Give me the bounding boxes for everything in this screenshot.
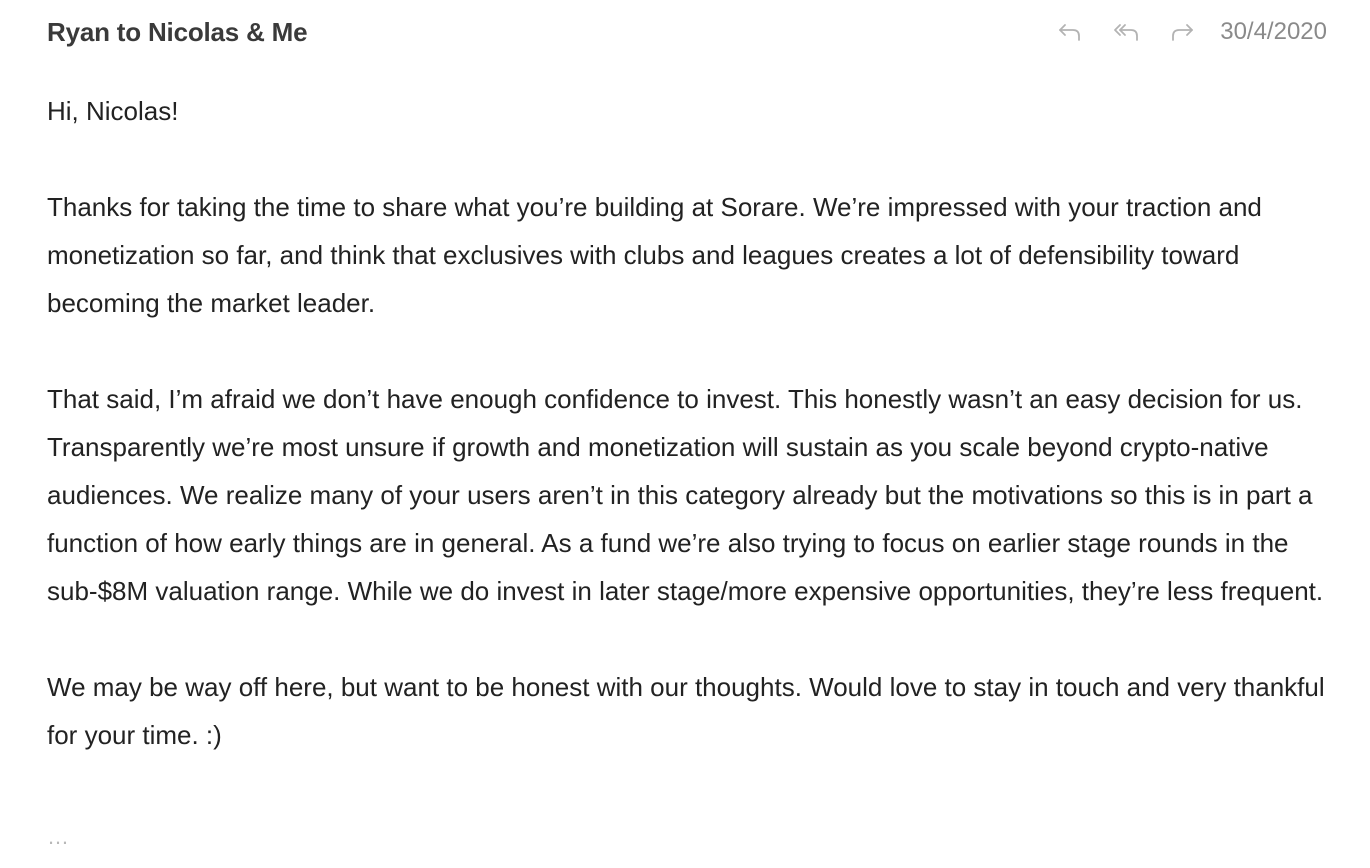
email-message (47, 0, 1337, 868)
paragraph-spacer (47, 135, 1337, 183)
body-paragraph: We may be way off here, but want to be honest with our thoughts. Would love to stay in touch and very thankful for your time. :) (47, 672, 1325, 750)
reply-all-icon (1113, 22, 1139, 42)
forward-icon (1169, 22, 1195, 42)
forward-button[interactable] (1164, 14, 1200, 50)
message-header (47, 14, 1337, 50)
message-body (47, 87, 1337, 759)
paragraph-spacer (47, 327, 1337, 375)
paragraph-spacer (47, 615, 1337, 663)
show-trimmed-content-button[interactable]: … (47, 824, 70, 849)
reply-button[interactable] (1052, 14, 1088, 50)
reply-all-button[interactable] (1108, 14, 1144, 50)
reply-icon (1057, 22, 1083, 42)
sender-line: Ryan to Nicolas & Me (47, 17, 308, 47)
message-actions (1052, 14, 1327, 50)
message-date: 30/4/2020 (1220, 18, 1327, 45)
body-paragraph: That said, I’m afraid we don’t have enough confidence to invest. This honestly wasn’t an easy decision for us. Transparently we’re most unsure if growth and monetization will sustain as you scale beyond crypto-native audiences. We realize many of your users aren’t in this category already but the motivations so this is in part a function of how early things are in general. As a fund we’re also trying to focus on earlier stage rounds in the sub-$8M valuation range. While we do invest in later stage/more expensive opportunities, they’re less frequent. (47, 384, 1324, 606)
body-paragraph: Thanks for taking the time to share what you’re building at Sorare. We’re impressed with your traction and monetization so far, and think that exclusives with clubs and leagues creates a lot of defensibility toward becoming the market leader. (47, 192, 1262, 318)
greeting: Hi, Nicolas! (47, 96, 179, 126)
